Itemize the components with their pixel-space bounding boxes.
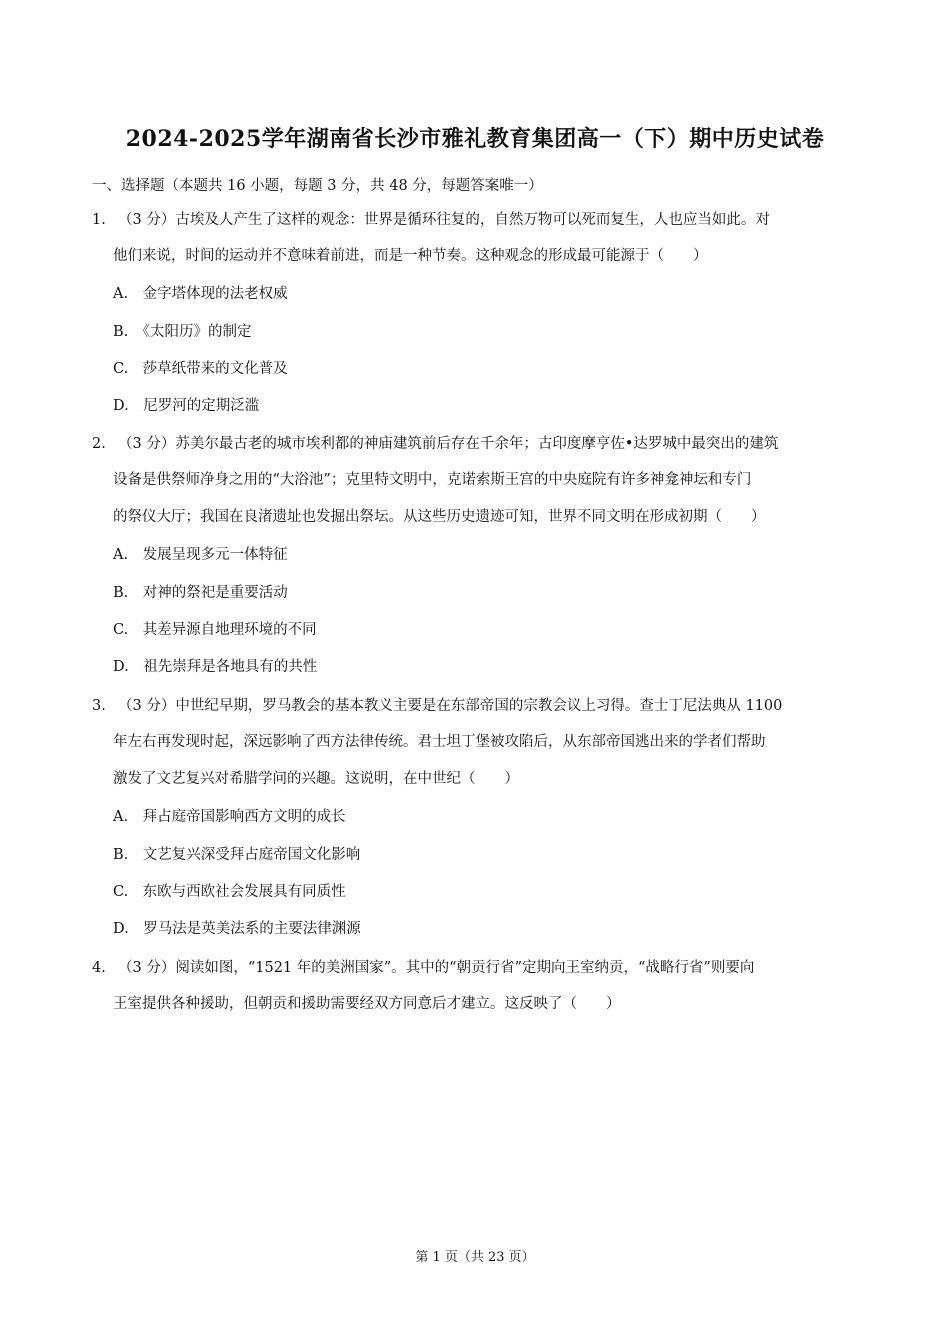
option-d: D. 罗马法是英美法系的主要法律渊源 (113, 921, 361, 937)
option-d: D. 祖先崇拜是各地具有的共性 (113, 659, 318, 675)
option-b: B. 《太阳历》的制定 (113, 324, 252, 340)
page-title: 2024-2025学年湖南省长沙市雅礼教育集团高一（下）期中历史试卷 (125, 126, 825, 152)
question-text-line: 年左右再发现时起，深远影响了西方法律传统。君士坦丁堡被攻陷后，从东部帝国逃出来的学者们帮助 (113, 734, 766, 750)
page-footer: 第 1 页（共 23 页） (415, 1250, 535, 1265)
question-text-line: 他们来说，时间的运动并不意味着前进，而是一种节奏。这种观念的形成最可能源于（ ） (113, 248, 708, 264)
option-a: A. 金字塔体现的法老权威 (113, 286, 288, 302)
question-number: 4. (92, 960, 106, 976)
question-number: 2. (92, 436, 106, 452)
option-c: C. 莎草纸带来的文化普及 (113, 361, 288, 377)
question-text-line: 的祭仪大厅；我国在良渚遗址也发掘出祭坛。从这些历史遗迹可知，世界不同文明在形成初期（ ） (113, 509, 766, 525)
option-b: B. 文艺复兴深受拜占庭帝国文化影响 (113, 847, 361, 863)
option-b: B. 对神的祭祀是重要活动 (113, 585, 288, 601)
question-number: 3. (92, 698, 106, 714)
question-text-line: （3 分）苏美尔最古老的城市埃利都的神庙建筑前后存在千余年；古印度摩亨佐•达罗城中最突出的建筑 (118, 436, 779, 452)
section-heading: 一、选择题（本题共 16 小题，每题 3 分，共 48 分，每题答案唯一） (92, 178, 543, 194)
question-text-line: （3 分）中世纪早期，罗马教会的基本教义主要是在东部帝国的宗教会议上习得。查士丁尼法典从 1100 (118, 698, 783, 714)
option-a: A. 拜占庭帝国影响西方文明的成长 (113, 809, 346, 825)
question-text-line: 激发了文艺复兴对希腊学问的兴趣。这说明，在中世纪（ ） (113, 771, 519, 787)
question-text-line: （3 分）阅读如图，“1521 年的美洲国家”。其中的“朝贡行省”定期向王室纳贡，“战略行省”则要向 (118, 960, 755, 976)
question-text-line: 王室提供各种援助，但朝贡和援助需要经双方同意后才建立。这反映了（ ） (113, 996, 621, 1012)
question-text-line: （3 分）古埃及人产生了这样的观念：世界是循环往复的，自然万物可以死而复生，人也应当如此。对 (118, 212, 770, 228)
question-text-line: 设备是供祭师净身之用的“大浴池”；克里特文明中，克诺索斯王宫的中央庭院有许多神龛神坛和专门 (113, 472, 752, 488)
option-a: A. 发展呈现多元一体特征 (113, 547, 288, 563)
option-c: C. 其差异源自地理环境的不同 (113, 622, 317, 638)
option-d: D. 尼罗河的定期泛滥 (113, 398, 260, 414)
option-c: C. 东欧与西欧社会发展具有同质性 (113, 884, 346, 900)
question-number: 1. (92, 212, 106, 228)
